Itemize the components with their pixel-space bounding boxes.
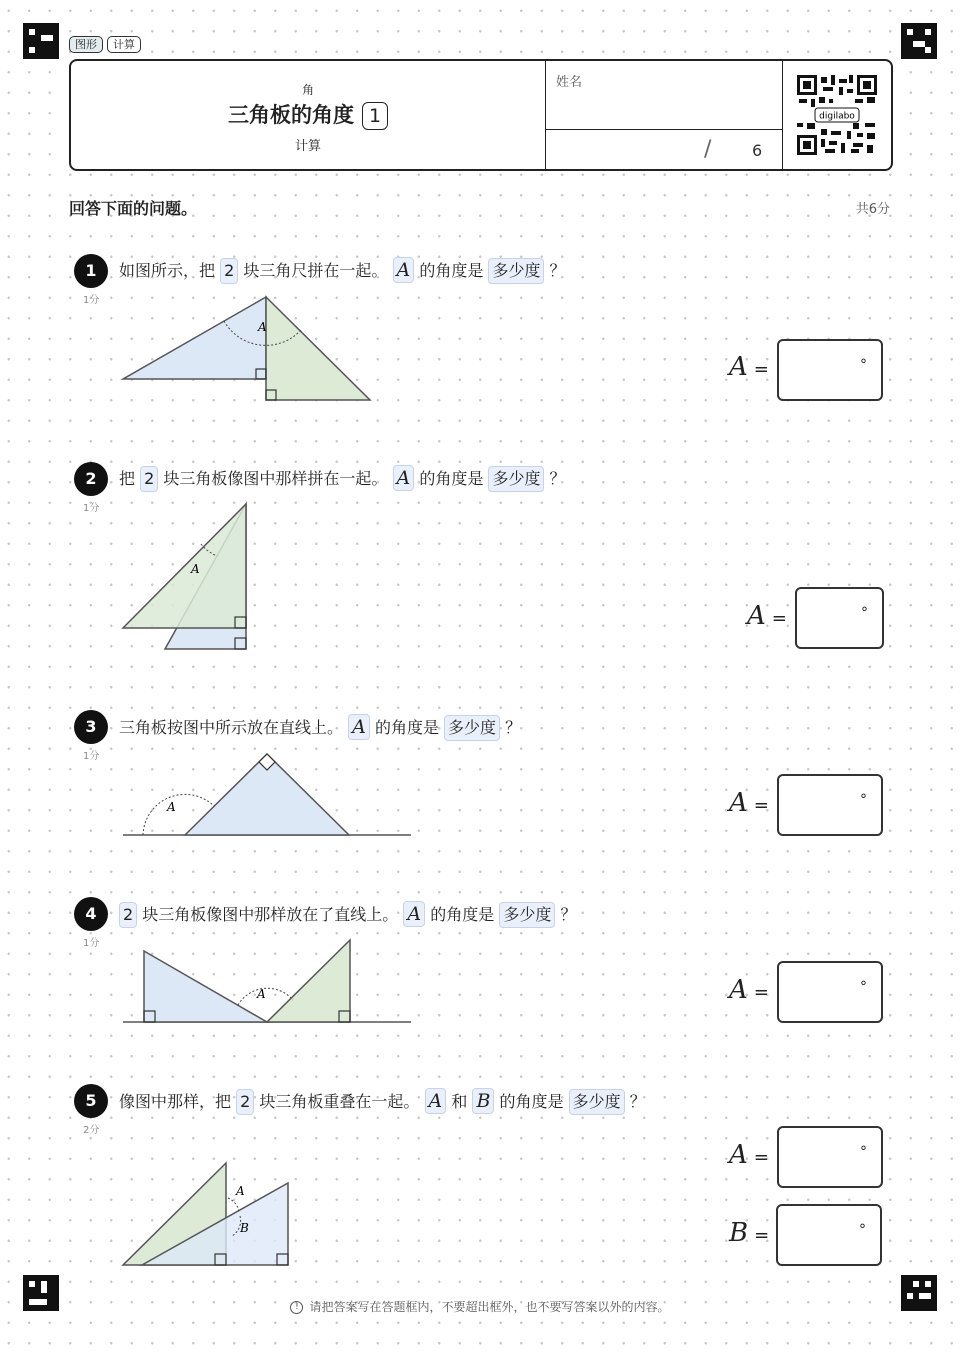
text-segment: ？ (505, 718, 522, 737)
keyword-highlight: 多少度 (444, 715, 500, 741)
header-subtitle: 计算 (294, 139, 321, 154)
keyword-highlight: 多少度 (488, 466, 544, 492)
degree-symbol: ° (860, 979, 867, 995)
angle-label-a: A (257, 987, 266, 1001)
score-slash: / (704, 137, 712, 162)
text-segment: 把 (119, 469, 136, 488)
warning-icon: ! (290, 1301, 303, 1314)
text-segment: 块三角尺拼在一起。 (243, 261, 388, 280)
text-segment: ？ (629, 1092, 646, 1111)
variable-highlight: B (472, 1088, 494, 1114)
total-points: 共6分 (855, 202, 890, 217)
text-segment: 的角度是 (430, 905, 495, 924)
degree-symbol: ° (861, 605, 868, 621)
text-segment: 块三角板像图中那样放在了直线上。 (142, 905, 399, 924)
text-segment: 的角度是 (419, 469, 484, 488)
angle-label-a: A (258, 320, 267, 334)
footer-note (0, 1298, 960, 1315)
question-number: 3 (74, 710, 108, 744)
angle-label-a: A (167, 800, 176, 814)
angle-label-b: B (240, 1221, 249, 1235)
text-segment: 如图所示，把 (119, 261, 216, 280)
worksheet-number: 1 (362, 102, 388, 130)
variable-highlight: A (393, 465, 415, 491)
header-category: 角 (301, 83, 314, 97)
variable-highlight: A (393, 257, 415, 283)
answer-label: A = (729, 788, 769, 818)
number-highlight: 2 (140, 466, 158, 492)
instruction-text: 回答下面的问题。 (69, 199, 198, 218)
angle-label-a: A (236, 1184, 245, 1198)
keyword-highlight: 多少度 (569, 1089, 625, 1115)
answer-box-b[interactable] (776, 1204, 882, 1266)
angle-label-a: A (191, 562, 200, 576)
keyword-highlight: 多少度 (488, 258, 544, 284)
degree-symbol: ° (860, 792, 867, 808)
answer-label: A = (729, 1140, 769, 1170)
variable-highlight: A (348, 714, 370, 740)
tag-geometry: 图形 (69, 36, 103, 53)
text-segment: ？ (549, 469, 566, 488)
qr-label: digilabo (819, 111, 855, 122)
text-segment: 的角度是 (419, 261, 484, 280)
score-total: 6 (752, 141, 763, 160)
answer-label: A = (747, 601, 787, 631)
answer-label: A = (729, 352, 769, 382)
footer-text: 请把答案写在答题框内，不要超出框外，也不要写答案以外的内容。 (309, 1300, 670, 1314)
degree-symbol: ° (860, 1144, 867, 1160)
name-label: 姓名 (556, 75, 583, 90)
question-points: 1分 (83, 295, 100, 306)
question-points: 1分 (83, 503, 100, 514)
text-segment: 的角度是 (374, 718, 439, 737)
question-points: 2分 (83, 1125, 100, 1136)
text-segment: 的角度是 (499, 1092, 564, 1111)
text-segment: 块三角板像图中那样拼在一起。 (163, 469, 388, 488)
degree-symbol: ° (859, 1222, 866, 1238)
text-segment: ？ (560, 905, 577, 924)
answer-label: A = (729, 975, 769, 1005)
variable-highlight: A (403, 901, 425, 927)
number-highlight: 2 (119, 902, 137, 928)
question-points: 1分 (83, 751, 100, 762)
question-number: 2 (74, 462, 108, 496)
answer-box-a[interactable] (777, 1126, 883, 1188)
keyword-highlight: 多少度 (499, 902, 555, 928)
question-points: 1分 (83, 938, 100, 949)
text-segment: 块三角板重叠在一起。 (259, 1092, 420, 1111)
degree-symbol: ° (860, 357, 867, 373)
tag-calculation: 计算 (107, 36, 141, 53)
question-number: 5 (74, 1084, 108, 1118)
number-highlight: 2 (236, 1089, 254, 1115)
variable-highlight: A (425, 1088, 447, 1114)
question-number: 1 (74, 254, 108, 288)
text-segment: 三角板按图中所示放在直线上。 (119, 718, 344, 737)
text-segment: 像图中那样，把 (119, 1092, 232, 1111)
page-title-text: 三角板的角度 (227, 103, 354, 127)
text-segment: ？ (549, 261, 566, 280)
question-number: 4 (74, 897, 108, 931)
number-highlight: 2 (220, 258, 238, 284)
text-segment: 和 (451, 1092, 468, 1111)
answer-label: B = (729, 1218, 770, 1248)
